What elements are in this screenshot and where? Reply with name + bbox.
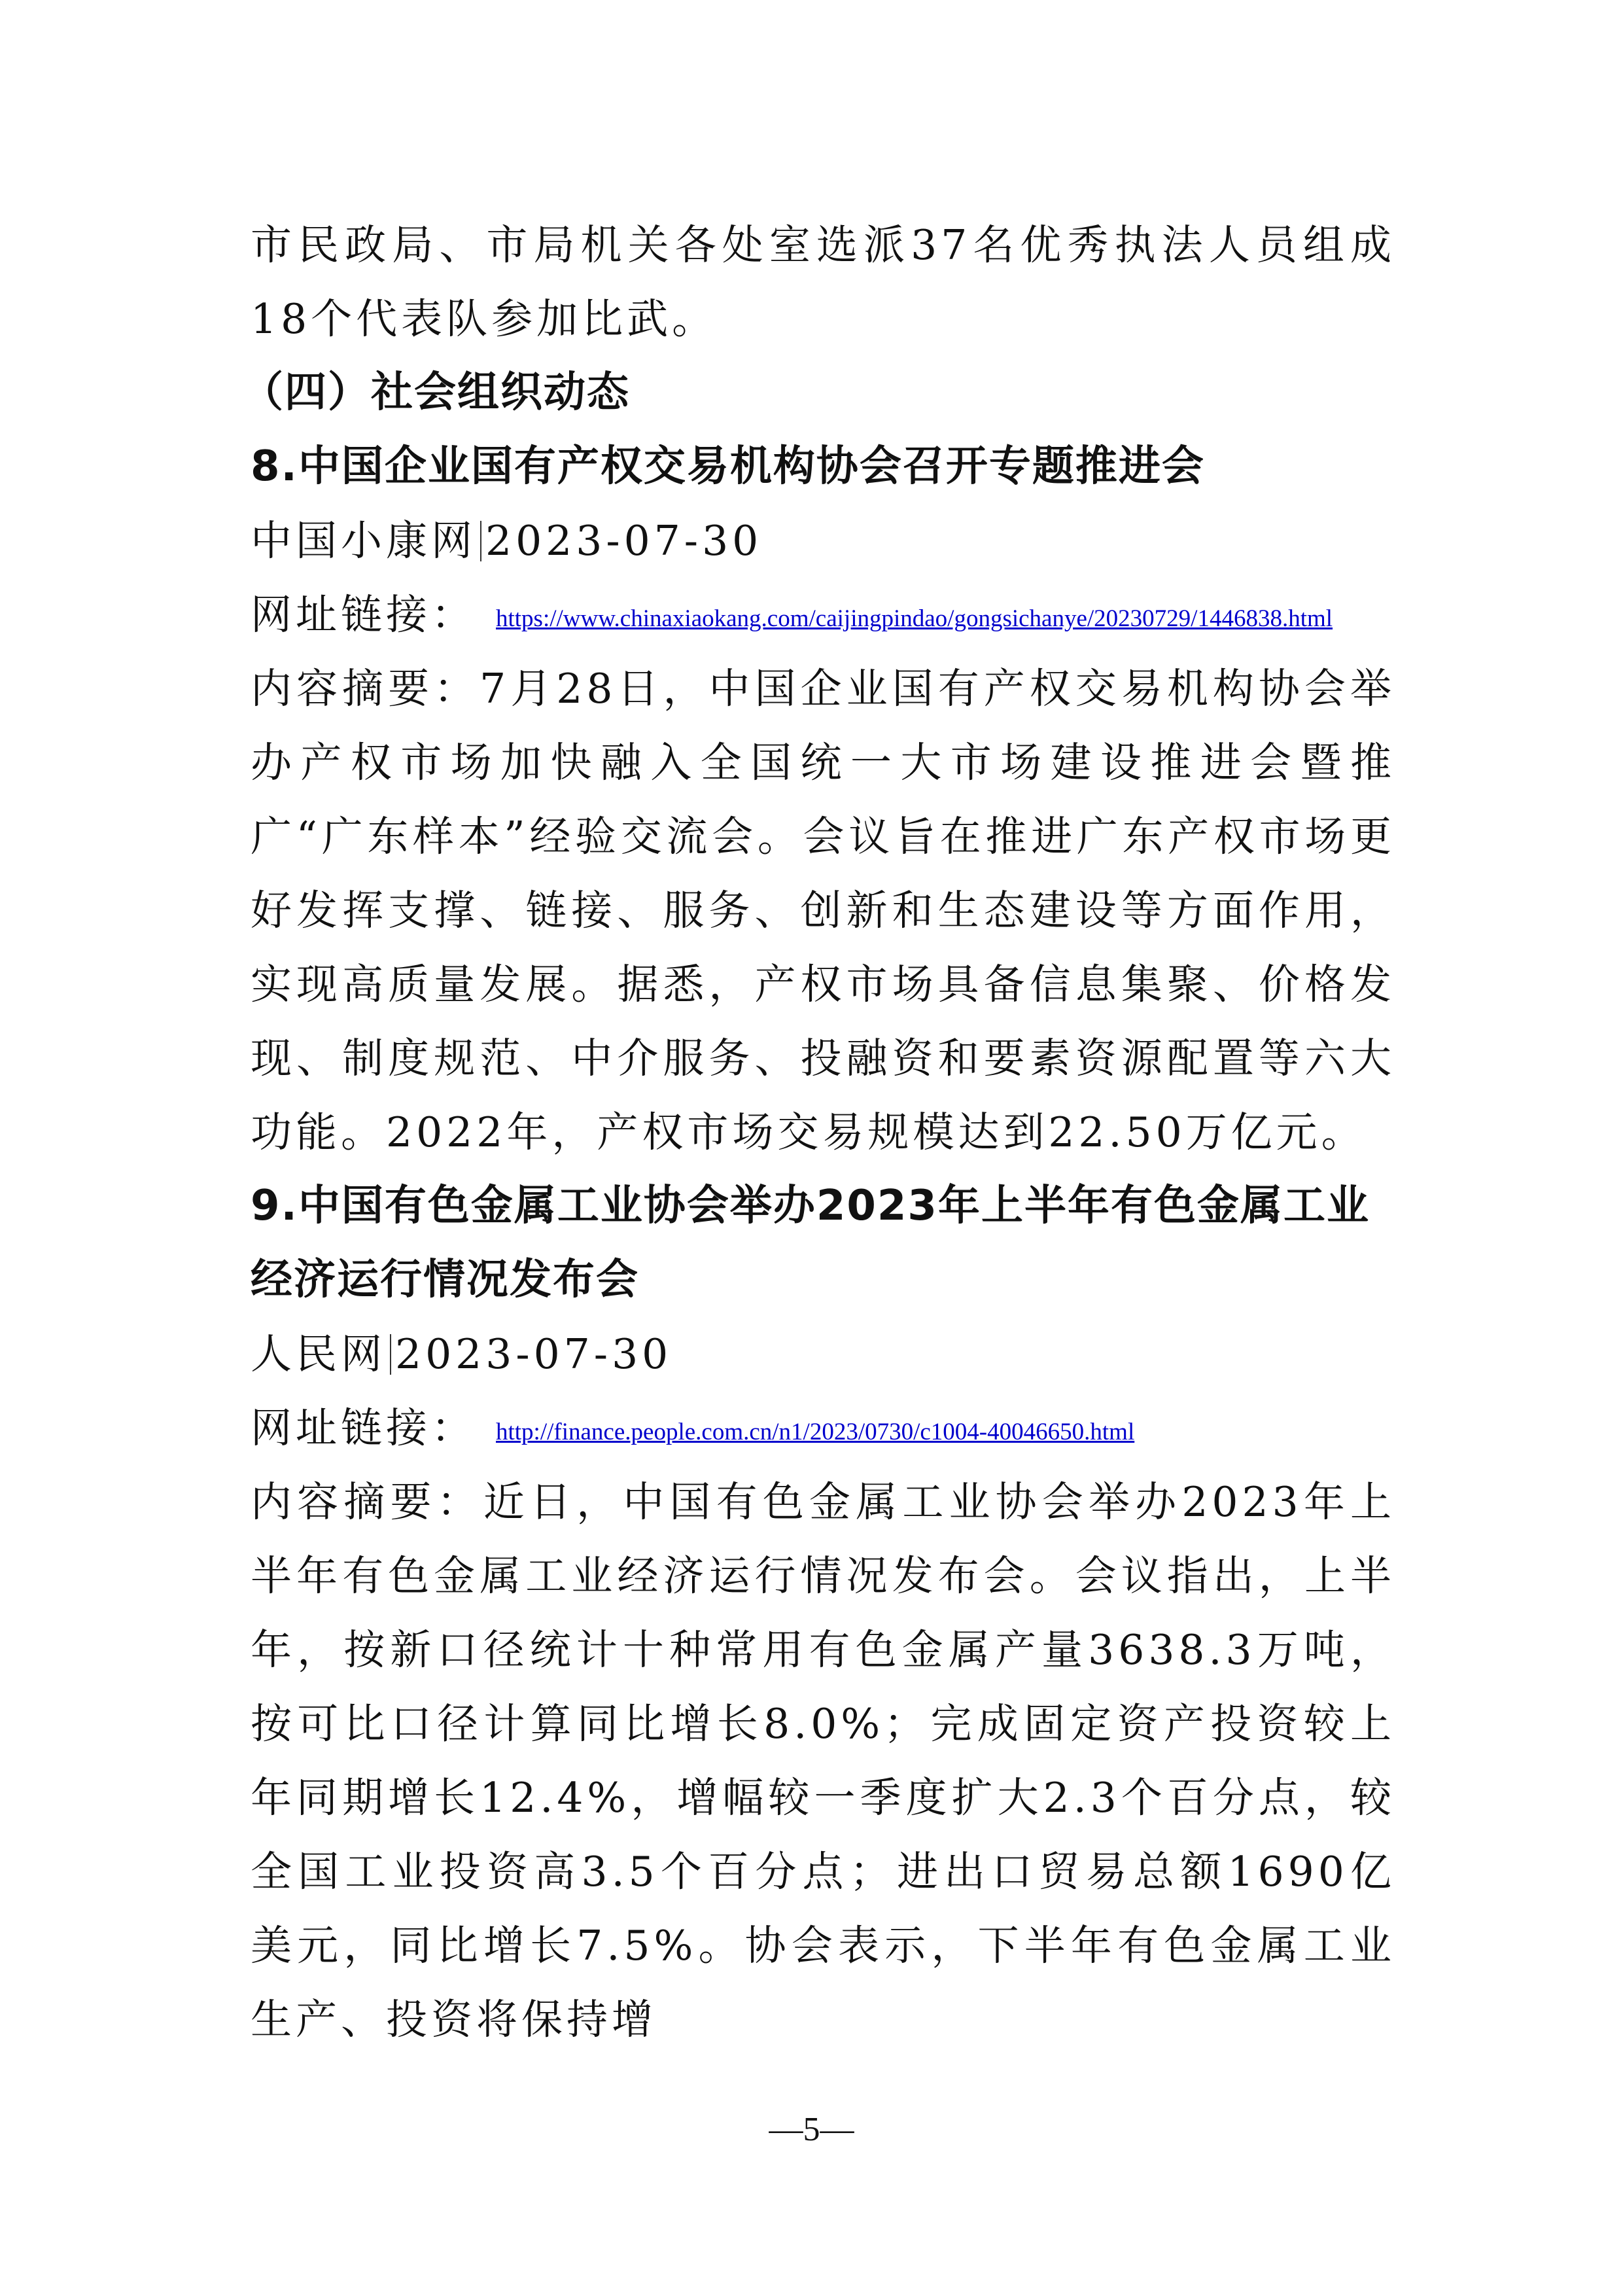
page-number: —5—	[769, 2111, 854, 2148]
article-9-summary: 内容摘要：近日，中国有色金属工业协会举办2023年上半年有色金属工业经济运行情况发布会。会议指出，上半年，按新口径统计十种常用有色金属产量3638.3万吨，按可比口径计算同比增长8.0%；完成固定资产投资较上年同期增长12.4%，增幅较一季度扩大2.3个百分点，较全国工业投资高3.5个百分点；进出口贸易总额1690亿美元，同比增长7.5%。协会表示，下半年有色金属工业生产、投资将保持增	[251, 1478, 1395, 2043]
article-8-source-date: 2023-07-30	[485, 517, 763, 565]
article-8-url-link[interactable]: https://www.chinaxiaokang.com/caijingpindao/gongsichanye/20230729/1446838.html	[496, 605, 1333, 632]
article-9-source-date: 2023-07-30	[395, 1330, 672, 1378]
article-9-link-row	[251, 1391, 1402, 1465]
source-separator	[390, 1334, 391, 1375]
article-8-title: 8.中国企业国有产权交易机构协会召开专题推进会	[251, 442, 1205, 491]
article-8-link-label: 网址链接：	[251, 591, 476, 639]
article-9-link-label: 网址链接：	[251, 1404, 476, 1452]
article-8-source	[251, 504, 1402, 578]
intro-paragraph: 市民政局、市局机关各处室选派37名优秀执法人员组成18个代表队参加比武。	[251, 221, 1395, 343]
article-9-url-link[interactable]: http://finance.people.com.cn/n1/2023/0730/c1004-40046650.html	[496, 1419, 1135, 1445]
article-8-link-row	[251, 578, 1402, 652]
article-9-source-name: 人民网	[251, 1330, 386, 1378]
source-separator	[480, 521, 481, 561]
article-9-source	[251, 1317, 1402, 1391]
article-8-source-name: 中国小康网	[251, 517, 476, 565]
page-content	[241, 208, 1402, 2057]
article-9-title: 9.中国有色金属工业协会举办2023年上半年有色金属工业经济运行情况发布会	[251, 1182, 1370, 1304]
article-8-summary: 内容摘要：7月28日，中国企业国有产权交易机构协会举办产权市场加快融入全国统一大市场建设推进会暨推广“广东样本”经验交流会。会议旨在推进广东产权市场更好发挥支撑、链接、服务、创新和生态建设等方面作用，实现高质量发展。据悉，产权市场具备信息集聚、价格发现、制度规范、中介服务、投融资和要素资源配置等六大功能。2022年，产权市场交易规模达到22.50万亿元。	[251, 665, 1395, 1156]
section-heading: （四）社会组织动态	[241, 368, 630, 417]
